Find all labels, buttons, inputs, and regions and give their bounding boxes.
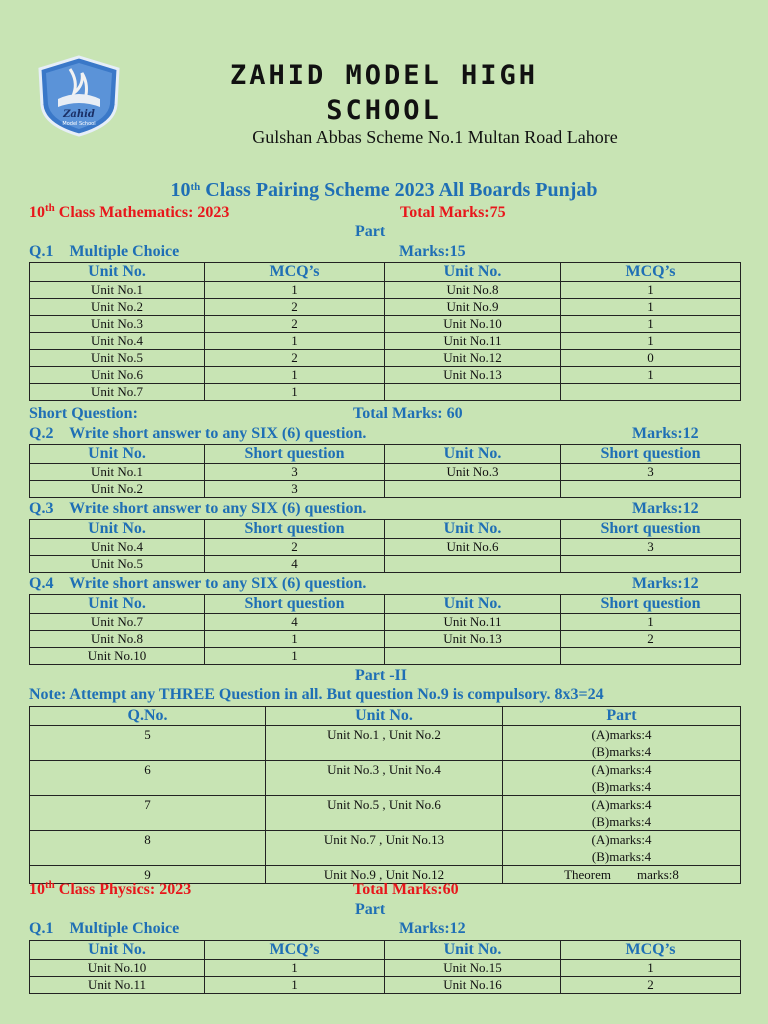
math-subject: 10th Class Mathematics: 2023 (29, 202, 230, 221)
school-address: Gulshan Abbas Scheme No.1 Multan Road Lahore (252, 127, 618, 147)
col-header: Unit No. (385, 263, 561, 282)
col-header: Part (503, 707, 741, 726)
q2-table (29, 444, 741, 498)
q2-marks: Marks:12 (632, 425, 699, 442)
table-row: Unit No.10 1 (30, 648, 741, 665)
part-ii-label: Part -II (355, 667, 407, 684)
q3-label: Q.3 Write short answer to any SIX (6) question. (29, 500, 367, 517)
col-header: Short question (561, 445, 741, 464)
school-name-line2: SCHOOL (326, 95, 442, 126)
math-mcq-table (29, 262, 741, 401)
table-row: Unit No.4 1 Unit No.11 1 (30, 333, 741, 350)
col-header: Short question (205, 520, 385, 539)
part-ii-table (29, 706, 741, 884)
table-row: 6 Unit No.3 , Unit No.4 (A)marks:4 (B)marks:4 (30, 761, 741, 796)
col-header: MCQ’s (205, 941, 385, 960)
table-row: Unit No.8 1 Unit No.13 2 (30, 631, 741, 648)
col-header: Unit No. (30, 941, 205, 960)
col-header: Unit No. (30, 263, 205, 282)
col-header: MCQ’s (561, 263, 741, 282)
col-header: Short question (561, 595, 741, 614)
col-header: Unit No. (385, 445, 561, 464)
part-ii-note: Note: Attempt any THREE Question in all. But question No.9 is compulsory. 8x3=24 (29, 686, 604, 703)
school-name-line1: ZAHID MODEL HIGH (229, 60, 539, 91)
table-row: Unit No.7 1 (30, 384, 741, 401)
q3-marks: Marks:12 (632, 500, 699, 517)
page-title: 10th Class Pairing Scheme 2023 All Boards Punjab (170, 179, 598, 201)
table-row: Unit No.2 2 Unit No.9 1 (30, 299, 741, 316)
col-header: Q.No. (30, 707, 266, 726)
q3-table (29, 519, 741, 573)
table-row: Unit No.4 2 Unit No.6 3 (30, 539, 741, 556)
table-row: Unit No.1 1 Unit No.8 1 (30, 282, 741, 299)
physics-q1-marks: Marks:12 (399, 920, 466, 937)
physics-part-label: Part (355, 901, 386, 918)
table-row: 8 Unit No.7 , Unit No.13 (A)marks:4 (B)marks:4 (30, 831, 741, 866)
col-header: Unit No. (385, 520, 561, 539)
col-header: Unit No. (385, 941, 561, 960)
table-row: 5 Unit No.1 , Unit No.2 (A)marks:4 (B)marks:4 (30, 726, 741, 761)
col-header: Short question (205, 595, 385, 614)
physics-subject: 10th Class Physics: 2023 (29, 879, 192, 898)
svg-text:Model School: Model School (62, 121, 96, 127)
col-header: Unit No. (266, 707, 503, 726)
col-header: Short question (561, 520, 741, 539)
table-row: Unit No.5 2 Unit No.12 0 (30, 350, 741, 367)
table-row: Unit No.6 1 Unit No.13 1 (30, 367, 741, 384)
table-row: Unit No.1 3 Unit No.3 3 (30, 464, 741, 481)
physics-mcq-table (29, 940, 741, 994)
col-header: Short question (205, 445, 385, 464)
math-q1-marks: Marks:15 (399, 243, 466, 260)
table-row: Unit No.3 2 Unit No.10 1 (30, 316, 741, 333)
math-total-marks: Total Marks:75 (400, 204, 506, 221)
col-header: Unit No. (385, 595, 561, 614)
q4-table (29, 594, 741, 665)
table-row: 7 Unit No.5 , Unit No.6 (A)marks:4 (B)marks:4 (30, 796, 741, 831)
table-row: Unit No.2 3 (30, 481, 741, 498)
math-q1-label: Q.1 Multiple Choice (29, 243, 180, 260)
table-row: Unit No.5 4 (30, 556, 741, 573)
short-question-total: Total Marks: 60 (353, 405, 463, 422)
col-header: MCQ’s (205, 263, 385, 282)
col-header: Unit No. (30, 520, 205, 539)
physics-q1-label: Q.1 Multiple Choice (29, 920, 180, 937)
q2-label: Q.2 Write short answer to any SIX (6) question. (29, 425, 367, 442)
svg-text:Zahid: Zahid (63, 109, 95, 120)
table-row: Unit No.11 1 Unit No.16 2 (30, 977, 741, 994)
math-part-label: Part (355, 223, 386, 240)
short-question-label: Short Question: (29, 405, 138, 422)
table-row: Unit No.10 1 Unit No.15 1 (30, 960, 741, 977)
col-header: Unit No. (30, 595, 205, 614)
physics-total-marks: Total Marks:60 (353, 881, 459, 898)
table-row: 9 Unit No.9 , Unit No.12 Theorem marks:8 (30, 866, 741, 884)
q4-label: Q.4 Write short answer to any SIX (6) question. (29, 575, 367, 592)
q4-marks: Marks:12 (632, 575, 699, 592)
col-header: Unit No. (30, 445, 205, 464)
table-row: Unit No.7 4 Unit No.11 1 (30, 614, 741, 631)
col-header: MCQ’s (561, 941, 741, 960)
